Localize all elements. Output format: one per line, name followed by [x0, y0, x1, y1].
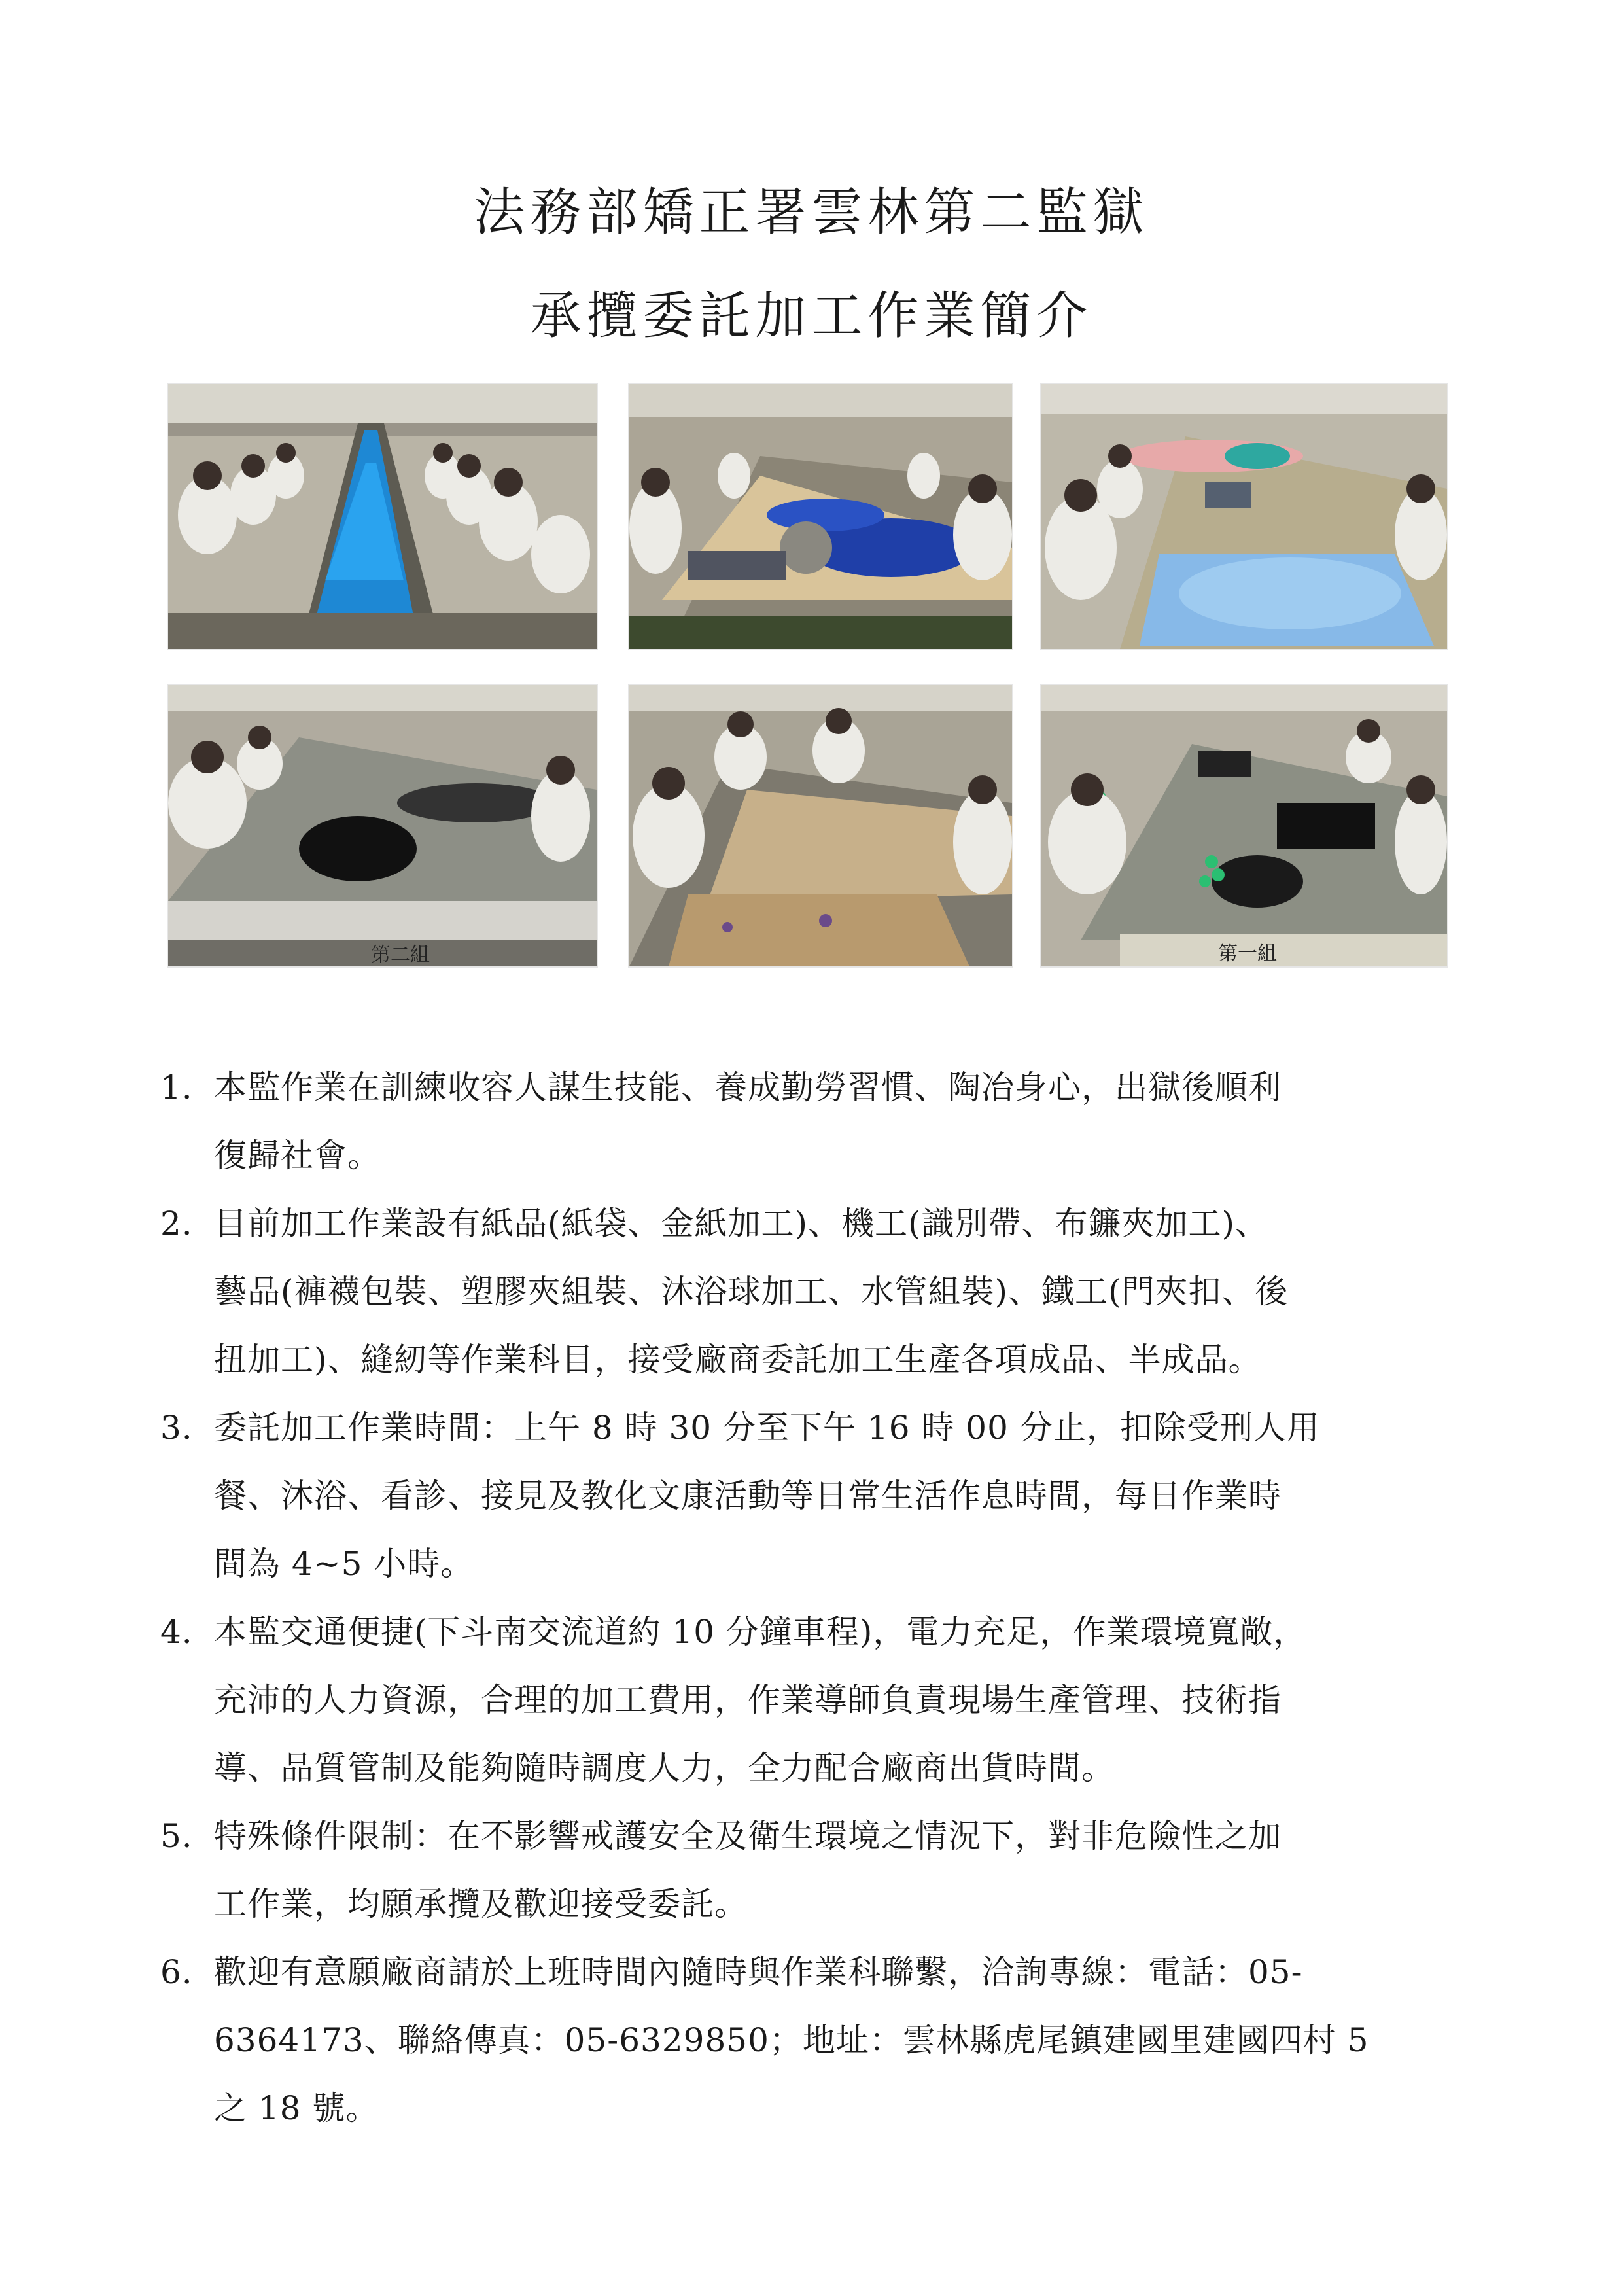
item-line: 6364173、聯絡傳真：05-6329850；地址：雲林縣虎尾鎮建國里建國四村 5: [214, 2021, 1369, 2059]
workshop-photo-blue-cords: [167, 383, 598, 650]
item-line: 委託加工作業時間：上午 8 時 30 分至下午 16 時 00 分止，扣除受刑人用: [214, 1409, 1320, 1447]
list-item: [160, 1190, 1488, 1394]
item-line: 本監作業在訓練收容人謀生技能、養成勤勞習慣、陶冶身心，出獄後順利: [214, 1069, 1282, 1106]
list-item: [160, 1053, 1488, 1190]
item-line: 扭加工)、縫紉等作業科目，接受廠商委託加工生產各項成品、半成品。: [214, 1341, 1262, 1379]
item-line: 之 18 號。: [214, 2089, 379, 2127]
item-line: 歡迎有意願廠商請於上班時間內隨時與作業科聯繫，洽詢專線：電話：05-: [214, 1953, 1303, 1991]
item-line: 工作業，均願承攬及歡迎接受委託。: [214, 1885, 748, 1923]
item-line: 復歸社會。: [214, 1137, 381, 1174]
item-number: 3.: [160, 1409, 193, 1447]
item-number: 1.: [160, 1069, 193, 1106]
table-sign-text: 第二組: [371, 944, 430, 966]
item-number: 6.: [160, 1953, 193, 1991]
item-line: 間為 4~5 小時。: [214, 1545, 474, 1583]
item-line: 餐、沐浴、看診、接見及教化文康活動等日常生活作息時間，每日作業時: [214, 1477, 1282, 1515]
list-item: [160, 1938, 1488, 2142]
list-item: [160, 1598, 1488, 1802]
item-line: 特殊條件限制：在不影響戒護安全及衛生環境之情況下，對非危險性之加: [214, 1817, 1282, 1855]
workshop-photo-paper-items: [628, 684, 1013, 968]
page-title: 法務部矯正署雲林第二監獄: [474, 183, 1149, 242]
item-line: 充沛的人力資源，合理的加工費用，作業導師負責現場生產管理、技術指: [214, 1681, 1282, 1719]
item-number: 2.: [160, 1205, 193, 1243]
item-line: 導、品質管制及能夠隨時調度人力，全力配合廠商出貨時間。: [214, 1749, 1115, 1787]
page-subtitle: 承攬委託加工作業簡介: [530, 287, 1093, 345]
item-number: 4.: [160, 1613, 193, 1651]
list-item: [160, 1394, 1488, 1598]
item-line: 目前加工作業設有紙品(紙袋、金紙加工)、機工(識別帶、布鐮夾加工)、: [214, 1205, 1269, 1243]
workshop-photo-black-garments: [167, 684, 598, 968]
item-line: 藝品(褲襪包裝、塑膠夾組裝、沐浴球加工、水管組裝)、鐵工(門夾扣、後: [214, 1273, 1289, 1311]
workshop-photo-blue-ribbons: [628, 383, 1013, 650]
item-line: 本監交通便捷(下斗南交流道約 10 分鐘車程)，電力充足，作業環境寬敞，: [214, 1613, 1307, 1651]
workshop-photo-black-bags: [1040, 684, 1448, 968]
intro-list: [160, 1053, 1488, 2142]
item-number: 5.: [160, 1817, 193, 1855]
table-sign-text: 第一組: [1218, 942, 1277, 965]
workshop-photo-pink-blue-items: [1040, 383, 1448, 650]
list-item: [160, 1802, 1488, 1938]
